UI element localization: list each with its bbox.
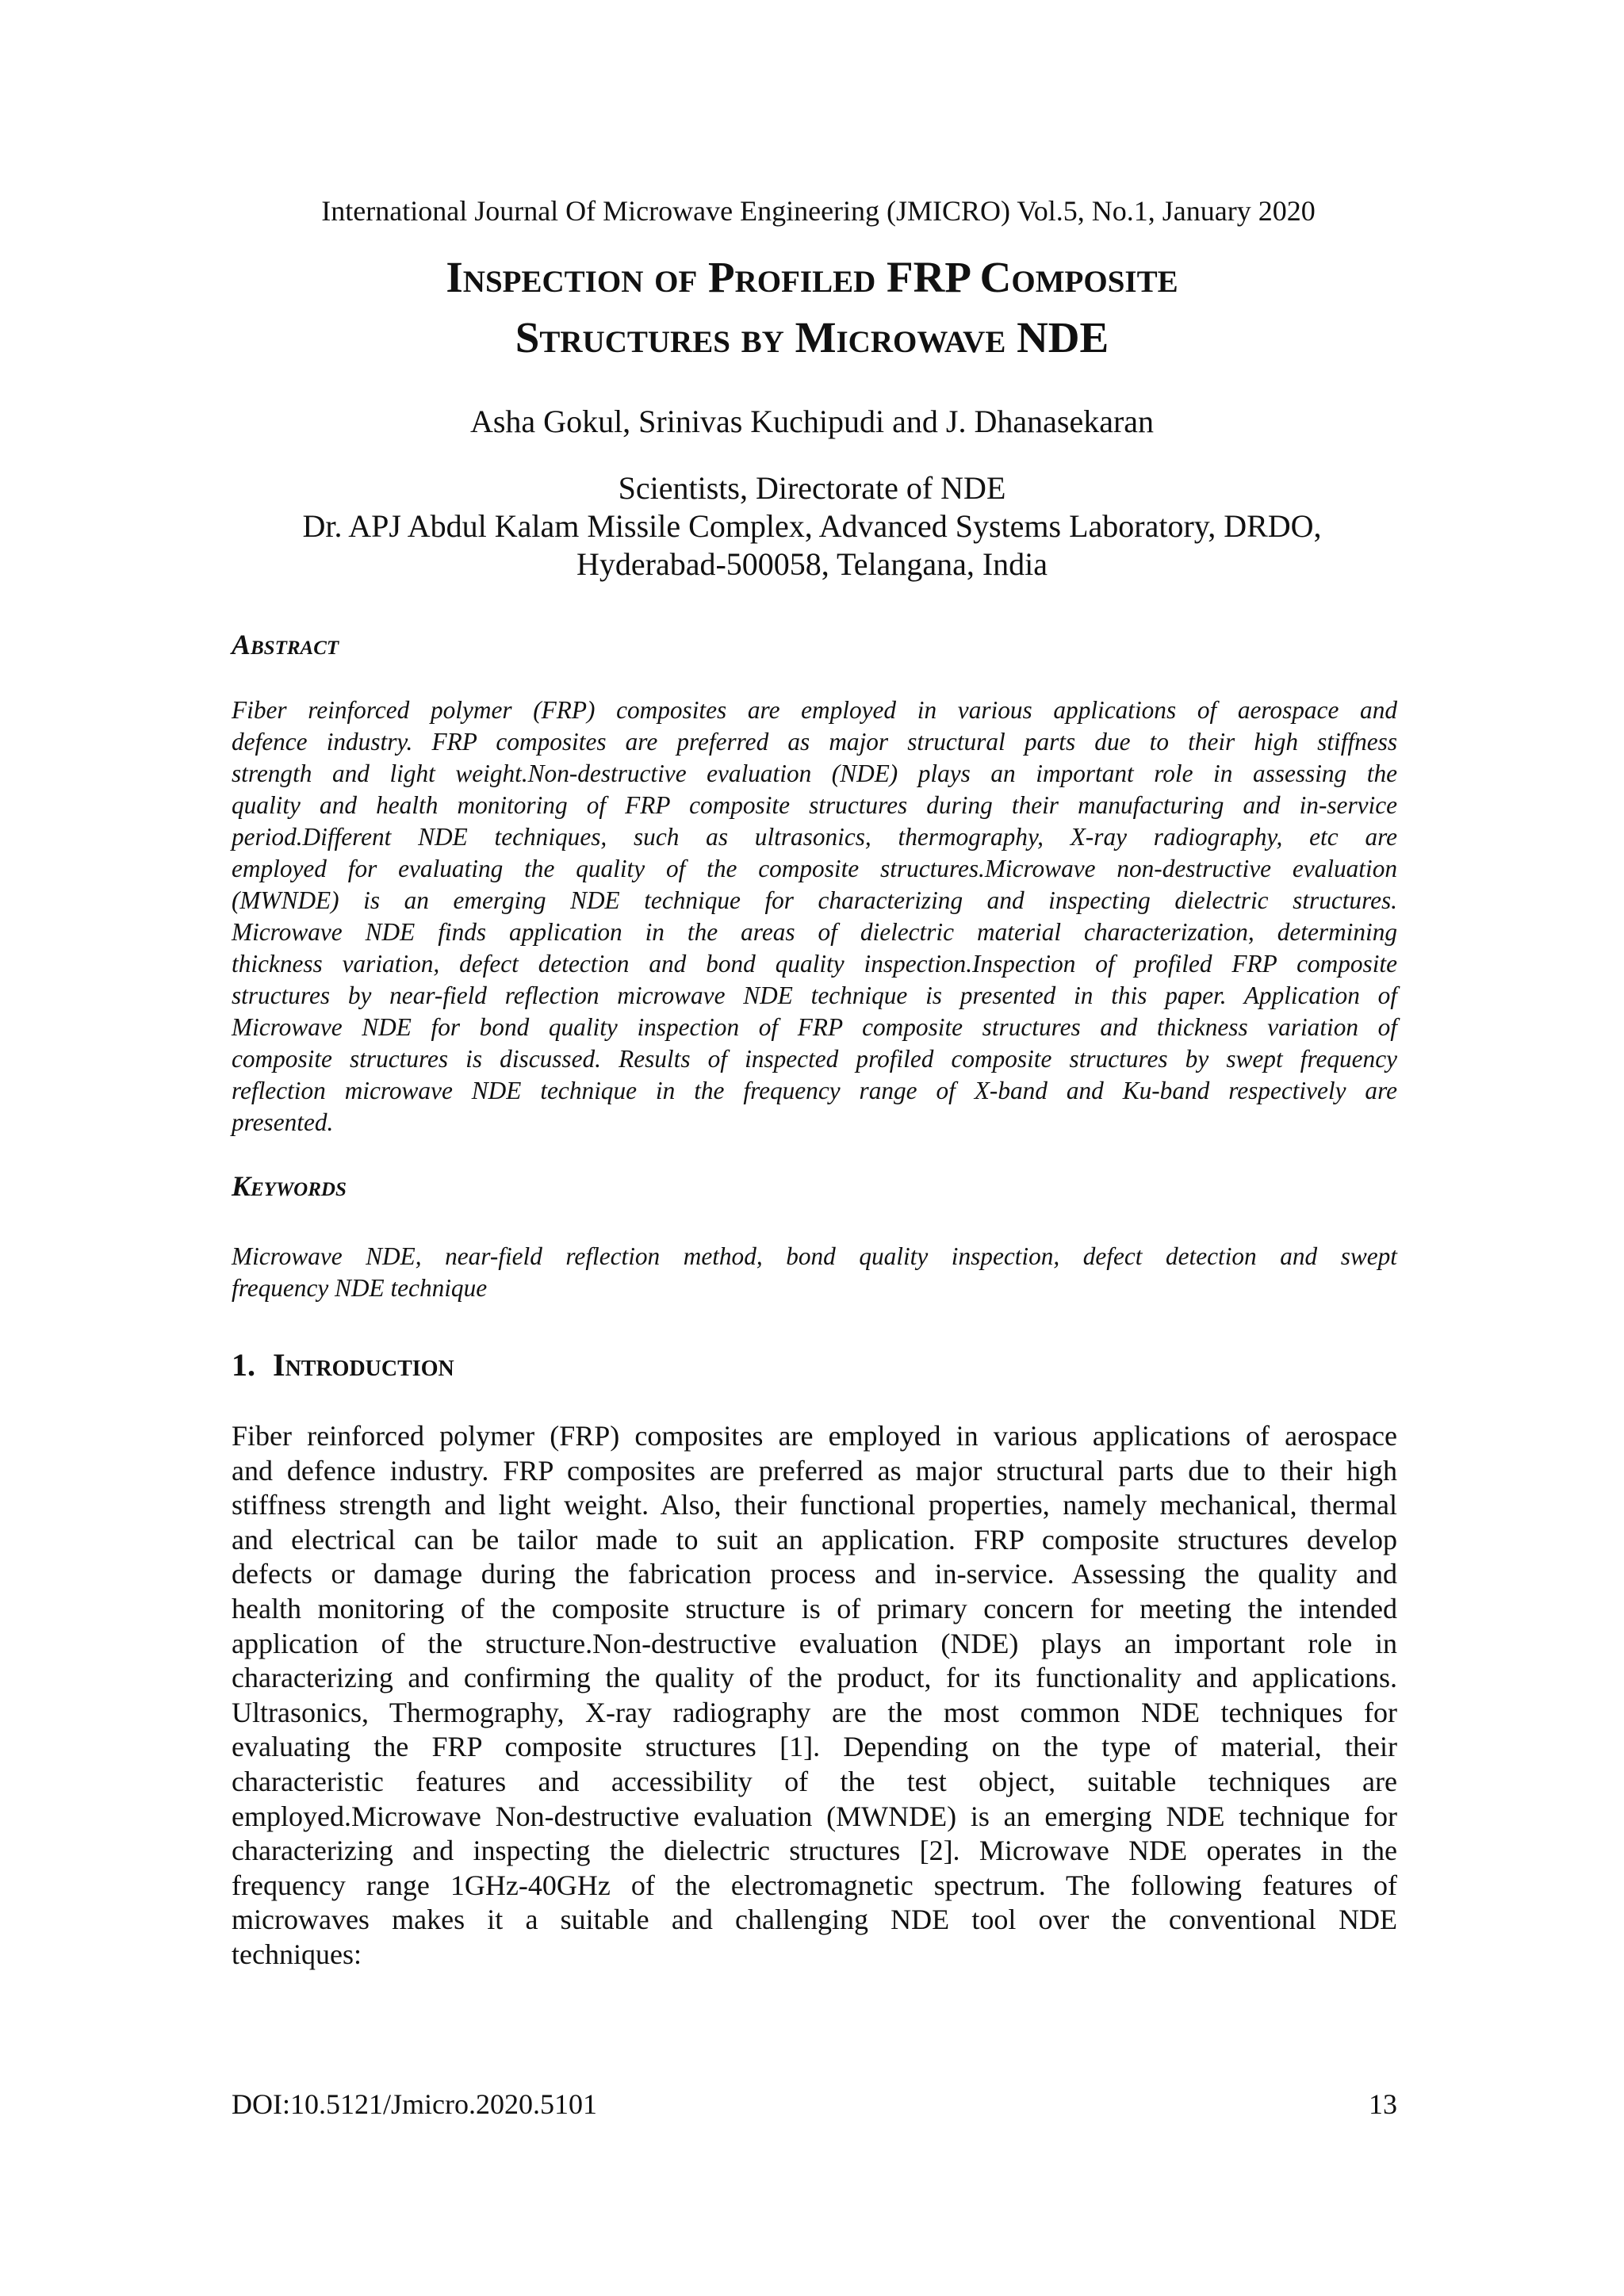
abstract-line: quality and health monitoring of FRP composite structures during their manufacturing and in-service [232, 791, 1397, 819]
section-number: 1. [232, 1347, 255, 1383]
body-line: application of the structure.Non-destructive evaluation (NDE) plays an important role in [232, 1627, 1397, 1659]
abstract-text [232, 695, 1397, 1138]
abstract-line: Microwave NDE finds application in the areas of dielectric material characterization, determining [232, 918, 1397, 946]
section-title: Introduction [273, 1347, 454, 1383]
affiliation-line-1: Scientists, Directorate of NDE [618, 470, 1006, 506]
affiliation-line-3: Hyderabad-500058, Telangana, India [576, 546, 1048, 582]
body-line: Fiber reinforced polymer (FRP) composites are employed in various applications of aerospace [232, 1420, 1397, 1452]
body-line: Ultrasonics, Thermography, X-ray radiography are the most common NDE techniques for [232, 1696, 1397, 1728]
section-heading-introduction [232, 1345, 454, 1385]
abstract-line: thickness variation, defect detection and bond quality inspection.Inspection of profiled FRP composite [232, 950, 1397, 978]
author-list: Asha Gokul, Srinivas Kuchipudi and J. Dhanasekaran [469, 404, 1155, 439]
page-number: 13 [1369, 2088, 1397, 2120]
body-line: and electrical can be tailor made to suit an application. FRP composite structures develop [232, 1523, 1397, 1556]
keywords-heading: Keywords [232, 1170, 347, 1202]
title-line-2: Structures by Microwave NDE [515, 313, 1109, 362]
abstract-line: reflection microwave NDE technique in the frequency range of X-band and Ku-band respectively are [232, 1077, 1397, 1104]
keywords-text [232, 1241, 1397, 1304]
body-line: and defence industry. FRP composites are preferred as major structural parts due to their high [232, 1454, 1397, 1487]
body-line: stiffness strength and light weight. Also, their functional properties, namely mechanical, thermal [232, 1489, 1397, 1521]
keywords-line: frequency NDE technique [232, 1274, 488, 1302]
body-line: defects or damage during the fabrication process and in-service. Assessing the quality and [232, 1558, 1397, 1590]
body-line: characterizing and confirming the quality of the product, for its functionality and applications. [232, 1662, 1397, 1694]
abstract-heading: Abstract [232, 629, 339, 660]
body-line: frequency range 1GHz-40GHz of the electromagnetic spectrum. The following features of [232, 1869, 1397, 1901]
abstract-line: Microwave NDE for bond quality inspection of FRP composite structures and thickness variation of [232, 1013, 1397, 1041]
body-line: evaluating the FRP composite structures [1]. Depending on the type of material, their [232, 1731, 1397, 1763]
body-line: techniques: [232, 1938, 362, 1970]
abstract-line: employed for evaluating the quality of the composite structures.Microwave non-destructive evaluation [232, 855, 1397, 882]
body-line: characteristic features and accessibility of the test object, suitable techniques are [232, 1765, 1397, 1797]
paper-title [238, 247, 1386, 368]
body-line: microwaves makes it a suitable and challenging NDE tool over the conventional NDE [232, 1904, 1397, 1936]
abstract-line: composite structures is discussed. Results of inspected profiled composite structures by swept frequency [232, 1045, 1397, 1073]
affiliation-line-2: Dr. APJ Abdul Kalam Missile Complex, Advanced Systems Laboratory, DRDO, [302, 508, 1322, 544]
introduction-text [232, 1419, 1397, 1973]
abstract-line: strength and light weight.Non-destructive evaluation (NDE) plays an important role in assessing the [232, 760, 1397, 787]
abstract-line: defence industry. FRP composites are preferred as major structural parts due to their high stiffness [232, 728, 1397, 756]
abstract-line: Fiber reinforced polymer (FRP) composites are employed in various applications of aerospace and [232, 696, 1397, 724]
footer-doi: DOI:10.5121/Jmicro.2020.5101 [232, 2088, 597, 2120]
body-line: characterizing and inspecting the dielectric structures [2]. Microwave NDE operates in the [232, 1835, 1397, 1867]
running-header: International Journal Of Microwave Engineering (JMICRO) Vol.5, No.1, January 2020 [321, 195, 1316, 227]
abstract-line: presented. [232, 1108, 334, 1136]
title-line-1: Inspection of Profiled FRP Composite [446, 253, 1178, 301]
body-line: employed.Microwave Non-destructive evaluation (MWNDE) is an emerging NDE technique for [232, 1800, 1397, 1832]
body-line: health monitoring of the composite structure is of primary concern for meeting the intended [232, 1592, 1397, 1624]
abstract-line: period.Different NDE techniques, such as ultrasonics, thermography, X-ray radiography, etc are [232, 823, 1397, 851]
affiliation [0, 469, 1624, 584]
abstract-line: (MWNDE) is an emerging NDE technique for characterizing and inspecting dielectric structures. [232, 886, 1397, 914]
keywords-line: Microwave NDE, near-field reflection method, bond quality inspection, defect detection and swept [232, 1242, 1397, 1270]
abstract-line: structures by near-field reflection microwave NDE technique is presented in this paper. Application of [232, 982, 1397, 1009]
